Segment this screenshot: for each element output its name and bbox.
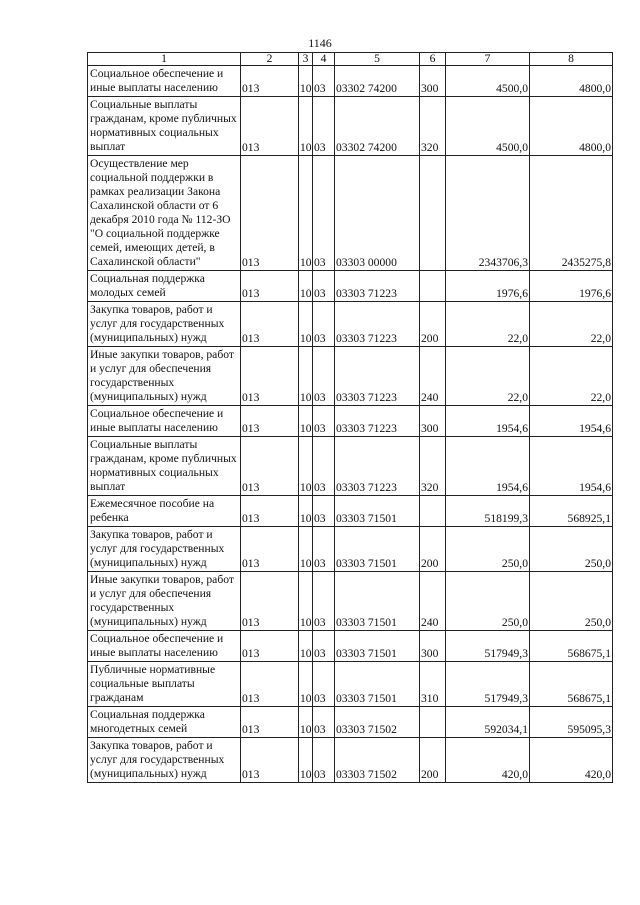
section-code: 10 — [299, 97, 313, 156]
column-header: 3 — [299, 53, 313, 66]
subsection-code: 03 — [313, 437, 335, 496]
column-header: 6 — [420, 53, 446, 66]
amount-year-2: 22,0 — [530, 347, 613, 406]
target-article-code: 03303 71501 — [335, 496, 420, 527]
row-name: Социальная поддержка многодетных семей — [88, 707, 241, 738]
section-code: 10 — [299, 66, 313, 97]
expense-type-code: 200 — [420, 738, 446, 783]
expense-type-code — [420, 707, 446, 738]
row-name: Иные закупки товаров, работ и услуг для обеспечения государственных (муниципальных) нужд — [88, 347, 241, 406]
expense-type-code — [420, 496, 446, 527]
row-name: Ежемесячное пособие на ребенка — [88, 496, 241, 527]
amount-year-1: 592034,1 — [446, 707, 530, 738]
ministry-code: 013 — [241, 437, 299, 496]
table-row — [88, 662, 613, 707]
subsection-code: 03 — [313, 662, 335, 707]
expense-type-code: 320 — [420, 97, 446, 156]
table-header-row — [88, 53, 613, 66]
section-code: 10 — [299, 496, 313, 527]
row-name: Закупка товаров, работ и услуг для государственных (муниципальных) нужд — [88, 527, 241, 572]
amount-year-1: 22,0 — [446, 347, 530, 406]
amount-year-2: 568675,1 — [530, 662, 613, 707]
row-name: Социальные выплаты гражданам, кроме публичных нормативных социальных выплат — [88, 97, 241, 156]
expense-type-code: 300 — [420, 406, 446, 437]
subsection-code: 03 — [313, 347, 335, 406]
ministry-code: 013 — [241, 496, 299, 527]
section-code: 10 — [299, 302, 313, 347]
subsection-code: 03 — [313, 302, 335, 347]
amount-year-1: 2343706,3 — [446, 156, 530, 271]
amount-year-1: 420,0 — [446, 738, 530, 783]
amount-year-1: 1954,6 — [446, 437, 530, 496]
table-row — [88, 631, 613, 662]
ministry-code: 013 — [241, 302, 299, 347]
target-article-code: 03303 71223 — [335, 347, 420, 406]
target-article-code: 03303 71501 — [335, 527, 420, 572]
target-article-code: 03303 71501 — [335, 572, 420, 631]
row-name: Социальная поддержка молодых семей — [88, 271, 241, 302]
section-code: 10 — [299, 156, 313, 271]
expense-type-code — [420, 156, 446, 271]
section-code: 10 — [299, 271, 313, 302]
row-name: Социальное обеспечение и иные выплаты населению — [88, 66, 241, 97]
section-code: 10 — [299, 527, 313, 572]
ministry-code: 013 — [241, 271, 299, 302]
expense-type-code: 200 — [420, 527, 446, 572]
row-name: Публичные нормативные социальные выплаты гражданам — [88, 662, 241, 707]
target-article-code: 03303 71223 — [335, 406, 420, 437]
amount-year-2: 1954,6 — [530, 437, 613, 496]
ministry-code: 013 — [241, 631, 299, 662]
target-article-code: 03303 00000 — [335, 156, 420, 271]
ministry-code: 013 — [241, 738, 299, 783]
amount-year-2: 4800,0 — [530, 97, 613, 156]
table-row — [88, 527, 613, 572]
row-name: Социальное обеспечение и иные выплаты населению — [88, 631, 241, 662]
section-code: 10 — [299, 437, 313, 496]
table-row — [88, 66, 613, 97]
row-name: Социальное обеспечение и иные выплаты населению — [88, 406, 241, 437]
expense-type-code: 240 — [420, 572, 446, 631]
table-row — [88, 271, 613, 302]
section-code: 10 — [299, 347, 313, 406]
ministry-code: 013 — [241, 707, 299, 738]
column-header: 1 — [88, 53, 241, 66]
table-row — [88, 572, 613, 631]
column-header: 2 — [241, 53, 299, 66]
table-row — [88, 738, 613, 783]
target-article-code: 03303 71223 — [335, 302, 420, 347]
column-header: 8 — [530, 53, 613, 66]
amount-year-1: 1954,6 — [446, 406, 530, 437]
section-code: 10 — [299, 406, 313, 437]
ministry-code: 013 — [241, 347, 299, 406]
expense-type-code: 310 — [420, 662, 446, 707]
target-article-code: 03303 71501 — [335, 631, 420, 662]
amount-year-2: 1976,6 — [530, 271, 613, 302]
amount-year-2: 1954,6 — [530, 406, 613, 437]
expense-type-code: 200 — [420, 302, 446, 347]
target-article-code: 03303 71502 — [335, 707, 420, 738]
ministry-code: 013 — [241, 662, 299, 707]
row-name: Закупка товаров, работ и услуг для государственных (муниципальных) нужд — [88, 738, 241, 783]
expense-type-code: 300 — [420, 66, 446, 97]
row-name: Иные закупки товаров, работ и услуг для обеспечения государственных (муниципальных) нужд — [88, 572, 241, 631]
amount-year-2: 250,0 — [530, 527, 613, 572]
amount-year-1: 4500,0 — [446, 66, 530, 97]
amount-year-1: 250,0 — [446, 527, 530, 572]
amount-year-2: 250,0 — [530, 572, 613, 631]
row-name: Социальные выплаты гражданам, кроме публичных нормативных социальных выплат — [88, 437, 241, 496]
target-article-code: 03302 74200 — [335, 97, 420, 156]
amount-year-1: 518199,3 — [446, 496, 530, 527]
ministry-code: 013 — [241, 66, 299, 97]
target-article-code: 03303 71501 — [335, 662, 420, 707]
page-number: 1146 — [308, 36, 332, 50]
column-header: 7 — [446, 53, 530, 66]
target-article-code: 03302 74200 — [335, 66, 420, 97]
subsection-code: 03 — [313, 271, 335, 302]
ministry-code: 013 — [241, 572, 299, 631]
row-name: Осуществление мер социальной поддержки в рамках реализации Закона Сахалинской области от 6 декабря 2010 года № 112-ЗО "О социальной поддержке семей, имеющих детей, в Сахалинской области" — [88, 156, 241, 271]
subsection-code: 03 — [313, 572, 335, 631]
amount-year-1: 517949,3 — [446, 631, 530, 662]
subsection-code: 03 — [313, 738, 335, 783]
target-article-code: 03303 71502 — [335, 738, 420, 783]
table-row — [88, 496, 613, 527]
ministry-code: 013 — [241, 527, 299, 572]
target-article-code: 03303 71223 — [335, 271, 420, 302]
subsection-code: 03 — [313, 97, 335, 156]
expense-type-code: 240 — [420, 347, 446, 406]
table-row — [88, 97, 613, 156]
ministry-code: 013 — [241, 97, 299, 156]
budget-table — [87, 52, 613, 783]
table-row — [88, 707, 613, 738]
amount-year-1: 517949,3 — [446, 662, 530, 707]
table-row — [88, 437, 613, 496]
section-code: 10 — [299, 572, 313, 631]
amount-year-2: 595095,3 — [530, 707, 613, 738]
amount-year-1: 1976,6 — [446, 271, 530, 302]
subsection-code: 03 — [313, 707, 335, 738]
column-header: 5 — [335, 53, 420, 66]
expense-type-code: 300 — [420, 631, 446, 662]
amount-year-2: 568925,1 — [530, 496, 613, 527]
section-code: 10 — [299, 631, 313, 662]
amount-year-2: 568675,1 — [530, 631, 613, 662]
column-header: 4 — [313, 53, 335, 66]
subsection-code: 03 — [313, 156, 335, 271]
section-code: 10 — [299, 707, 313, 738]
subsection-code: 03 — [313, 527, 335, 572]
section-code: 10 — [299, 738, 313, 783]
amount-year-1: 250,0 — [446, 572, 530, 631]
subsection-code: 03 — [313, 631, 335, 662]
section-code: 10 — [299, 662, 313, 707]
amount-year-2: 420,0 — [530, 738, 613, 783]
amount-year-1: 4500,0 — [446, 97, 530, 156]
table-row — [88, 406, 613, 437]
expense-type-code — [420, 271, 446, 302]
table-row — [88, 156, 613, 271]
expense-type-code: 320 — [420, 437, 446, 496]
subsection-code: 03 — [313, 496, 335, 527]
amount-year-1: 22,0 — [446, 302, 530, 347]
amount-year-2: 4800,0 — [530, 66, 613, 97]
table-row — [88, 347, 613, 406]
amount-year-2: 2435275,8 — [530, 156, 613, 271]
ministry-code: 013 — [241, 406, 299, 437]
subsection-code: 03 — [313, 66, 335, 97]
row-name: Закупка товаров, работ и услуг для государственных (муниципальных) нужд — [88, 302, 241, 347]
ministry-code: 013 — [241, 156, 299, 271]
target-article-code: 03303 71223 — [335, 437, 420, 496]
subsection-code: 03 — [313, 406, 335, 437]
amount-year-2: 22,0 — [530, 302, 613, 347]
table-row — [88, 302, 613, 347]
